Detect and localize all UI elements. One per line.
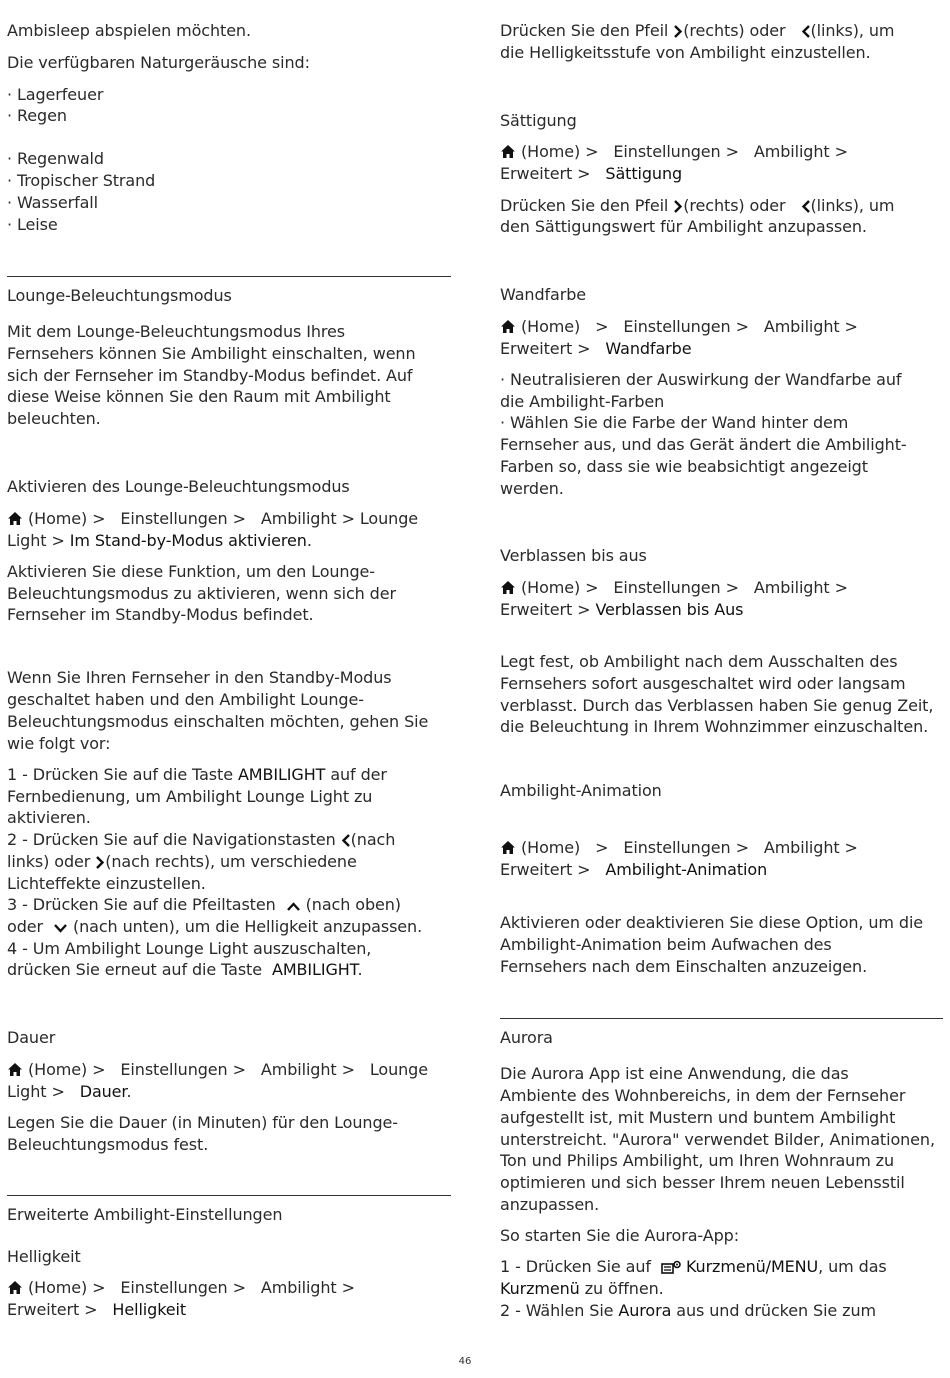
- paragraph-line: Fernsehers können Sie Ambilight einschalten, wenn: [7, 344, 416, 363]
- paragraph-line: Mit dem Lounge-Beleuchtungsmodus Ihres: [7, 322, 345, 341]
- section-heading: Aurora: [500, 1028, 553, 1047]
- menu-path: (Home) > Einstellungen > Ambilight > Lounge: [7, 508, 418, 532]
- home-icon: [500, 318, 516, 340]
- paragraph-line: Die Aurora App ist eine Anwendung, die das: [500, 1064, 849, 1083]
- home-icon: [7, 510, 23, 532]
- home-icon: [500, 143, 516, 165]
- intro-text: Die verfügbaren Naturgeräusche sind:: [7, 53, 310, 72]
- list-item: die Ambilight-Farben: [500, 392, 665, 411]
- list-item: · Lagerfeuer: [7, 85, 104, 104]
- chevron-down-icon: [53, 918, 68, 940]
- home-icon: [7, 1061, 23, 1083]
- paragraph-line: Beleuchtungsmodus fest.: [7, 1135, 209, 1154]
- list-item: · Tropischer Strand: [7, 171, 156, 190]
- subsection-heading: Dauer: [7, 1028, 56, 1047]
- list-item: Fernseher aus, und das Gerät ändert die Ambilight-: [500, 435, 907, 454]
- paragraph-line: Fernsehers nach dem Einschalten anzuzeigen.: [500, 957, 868, 976]
- list-item: · Wasserfall: [7, 193, 98, 212]
- paragraph-line: Beleuchtungsmodus zu aktivieren, wenn sich der: [7, 584, 396, 603]
- paragraph-line: Fernseher im Standby-Modus befindet.: [7, 605, 314, 624]
- paragraph-line: sich der Fernseher im Standby-Modus befindet. Auf: [7, 366, 413, 385]
- chevron-left-icon: [801, 22, 811, 44]
- menu-path: (Home) > Einstellungen > Ambilight >: [500, 837, 858, 861]
- intro-text: Ambisleep abspielen möchten.: [7, 21, 251, 40]
- list-item: · Regenwald: [7, 149, 104, 168]
- paragraph-line: Fernsehers sofort ausgeschaltet wird oder langsam: [500, 674, 906, 693]
- menu-path: Light > Dauer.: [7, 1082, 132, 1101]
- list-item: · Leise: [7, 215, 58, 234]
- page-number: 46: [458, 1356, 472, 1367]
- menu-path: Erweitert > Ambilight-Animation: [500, 860, 768, 879]
- paragraph-line: beleuchten.: [7, 409, 101, 428]
- paragraph-line: verblasst. Durch das Verblassen haben Sie genug Zeit,: [500, 696, 934, 715]
- paragraph-line: diese Weise können Sie den Raum mit Ambilight: [7, 387, 391, 406]
- chevron-left-icon: [341, 831, 351, 853]
- home-icon: [500, 839, 516, 861]
- paragraph-line: Aktivieren Sie diese Funktion, um den Lounge-: [7, 562, 375, 581]
- quick-menu-icon: [661, 1258, 681, 1280]
- paragraph-line: Drücken Sie den Pfeil (rechts) oder (links), um: [500, 20, 894, 44]
- paragraph-line: wie folgt vor:: [7, 734, 111, 753]
- step-line: Kurzmenü zu öffnen.: [500, 1279, 664, 1298]
- menu-path: Erweitert > Sättigung: [500, 164, 683, 183]
- step-line: 1 - Drücken Sie auf die Taste AMBILIGHT auf der: [7, 765, 387, 784]
- step-line: drücken Sie erneut auf die Taste AMBILIGHT.: [7, 960, 363, 979]
- paragraph-line: Aktivieren oder deaktivieren Sie diese Option, um die: [500, 913, 924, 932]
- paragraph-line: den Sättigungswert für Ambilight anzupassen.: [500, 217, 867, 236]
- section-divider: [7, 276, 451, 277]
- paragraph-line: Ambilight-Animation beim Aufwachen des: [500, 935, 832, 954]
- paragraph-line: unterstreicht. "Aurora" verwendet Bilder, Animationen,: [500, 1130, 935, 1149]
- subsection-heading: Verblassen bis aus: [500, 546, 647, 565]
- paragraph-line: Ton und Philips Ambilight, um Ihren Wohnraum zu: [500, 1151, 895, 1170]
- section-divider: [7, 1195, 451, 1196]
- paragraph-line: Ambiente des Wohnbereichs, in dem der Fernseher: [500, 1086, 906, 1105]
- subsection-heading: Ambilight-Animation: [500, 781, 662, 800]
- step-line: aktivieren.: [7, 808, 91, 827]
- section-heading: Erweiterte Ambilight-Einstellungen: [7, 1205, 283, 1224]
- menu-path: (Home) > Einstellungen > Ambilight >: [7, 1277, 355, 1301]
- paragraph-line: Wenn Sie Ihren Fernseher in den Standby-Modus: [7, 668, 392, 687]
- subsection-heading: Sättigung: [500, 111, 577, 130]
- list-item: · Neutralisieren der Auswirkung der Wandfarbe auf: [500, 370, 902, 389]
- menu-path: Light > Im Stand-by-Modus aktivieren.: [7, 531, 312, 550]
- menu-path: (Home) > Einstellungen > Ambilight >: [500, 141, 848, 165]
- subsection-heading: Helligkeit: [7, 1247, 81, 1266]
- menu-path: Erweitert > Verblassen bis Aus: [500, 600, 744, 619]
- list-item: · Wählen Sie die Farbe der Wand hinter dem: [500, 413, 849, 432]
- paragraph-line: die Helligkeitsstufe von Ambilight einzustellen.: [500, 43, 871, 62]
- home-icon: [7, 1279, 23, 1301]
- step-line: links) oder (nach rechts), um verschiedene: [7, 851, 357, 875]
- step-line: oder (nach unten), um die Helligkeit anzupassen.: [7, 916, 422, 940]
- section-heading: Lounge-Beleuchtungsmodus: [7, 286, 232, 305]
- chevron-up-icon: [286, 896, 301, 918]
- menu-path: Erweitert > Wandfarbe: [500, 339, 692, 358]
- paragraph-line: die Beleuchtung in Ihrem Wohnzimmer einzuschalten.: [500, 717, 929, 736]
- step-line: Fernbedienung, um Ambilight Lounge Light zu: [7, 787, 373, 806]
- home-icon: [500, 579, 516, 601]
- section-divider: [500, 1018, 943, 1019]
- menu-path: (Home) > Einstellungen > Ambilight >: [500, 316, 858, 340]
- paragraph-line: geschaltet haben und den Ambilight Lounge-: [7, 690, 364, 709]
- paragraph-line: aufgestellt ist, mit Mustern und buntem Ambilight: [500, 1108, 896, 1127]
- menu-path: (Home) > Einstellungen > Ambilight > Lounge: [7, 1059, 428, 1083]
- paragraph-line: anzupassen.: [500, 1195, 600, 1214]
- step-line: 2 - Drücken Sie auf die Navigationstasten (nach: [7, 829, 395, 853]
- step-line: Lichteffekte einzustellen.: [7, 874, 206, 893]
- list-item: · Regen: [7, 106, 67, 125]
- chevron-right-icon: [673, 22, 683, 44]
- list-item: Farben so, dass sie wie beabsichtigt angezeigt: [500, 457, 868, 476]
- menu-path: (Home) > Einstellungen > Ambilight >: [500, 577, 848, 601]
- paragraph-line: optimieren und sich besser Ihrem neuen Lebensstil: [500, 1173, 905, 1192]
- paragraph-line: Legen Sie die Dauer (in Minuten) für den Lounge-: [7, 1113, 398, 1132]
- subsection-heading: Aktivieren des Lounge-Beleuchtungsmodus: [7, 477, 350, 496]
- menu-path: Erweitert > Helligkeit: [7, 1300, 187, 1319]
- step-line: 3 - Drücken Sie auf die Pfeiltasten (nach oben): [7, 894, 401, 918]
- paragraph-line: Drücken Sie den Pfeil (rechts) oder (links), um: [500, 195, 894, 219]
- step-line: 1 - Drücken Sie auf Kurzmenü/MENU, um das: [500, 1256, 887, 1280]
- step-line: 4 - Um Ambilight Lounge Light auszuschalten,: [7, 939, 372, 958]
- step-line: 2 - Wählen Sie Aurora aus und drücken Sie zum: [500, 1301, 876, 1320]
- list-item: werden.: [500, 479, 564, 498]
- paragraph-line: Beleuchtungsmodus einschalten möchten, gehen Sie: [7, 712, 429, 731]
- paragraph-line: So starten Sie die Aurora-App:: [500, 1226, 739, 1245]
- paragraph-line: Legt fest, ob Ambilight nach dem Ausschalten des: [500, 652, 898, 671]
- chevron-right-icon: [95, 853, 105, 875]
- subsection-heading: Wandfarbe: [500, 285, 587, 304]
